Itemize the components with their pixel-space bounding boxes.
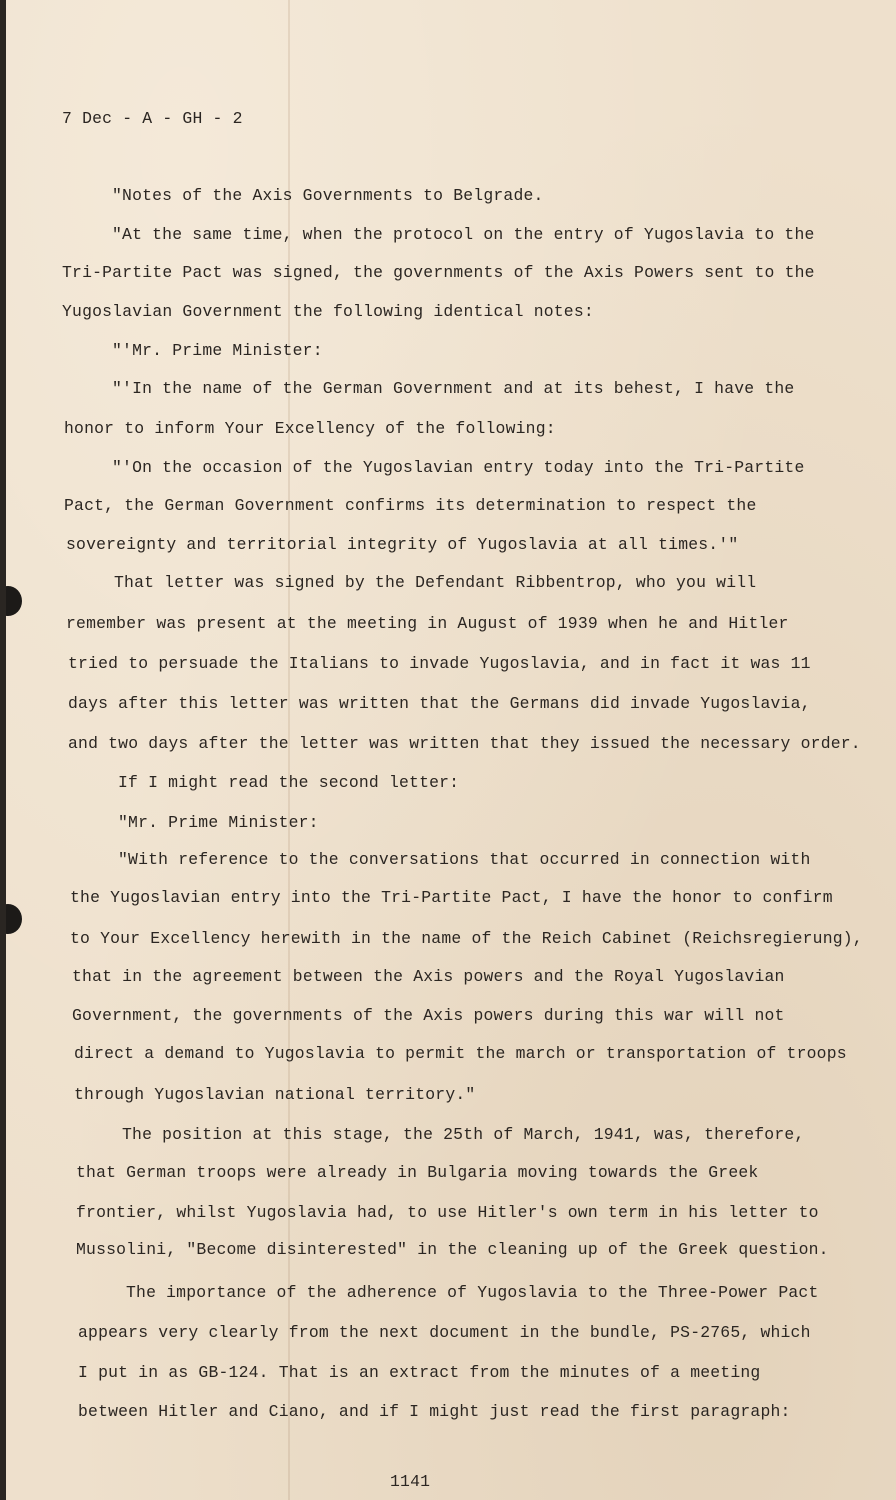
text-line: That letter was signed by the Defendant Ribbentrop, who you will — [114, 573, 757, 592]
document-page — [6, 0, 896, 1500]
text-line: to Your Excellency herewith in the name of the Reich Cabinet (Reichsregierung), — [70, 929, 863, 948]
text-line: "With reference to the conversations that occurred in connection with — [118, 850, 811, 869]
text-line: I put in as GB-124. That is an extract from the minutes of a meeting — [78, 1363, 761, 1382]
punch-hole — [6, 904, 22, 934]
text-line: the Yugoslavian entry into the Tri-Partite Pact, I have the honor to confirm — [70, 888, 833, 907]
text-line: "At the same time, when the protocol on the entry of Yugoslavia to the — [112, 225, 815, 244]
header-reference: 7 Dec - A - GH - 2 — [62, 109, 243, 128]
text-line: Yugoslavian Government the following identical notes: — [62, 302, 594, 321]
text-line: direct a demand to Yugoslavia to permit the march or transportation of troops — [74, 1044, 847, 1063]
text-line: Mussolini, "Become disinterested" in the cleaning up of the Greek question. — [76, 1240, 829, 1259]
text-line: sovereignty and territorial integrity of Yugoslavia at all times.'" — [66, 535, 739, 554]
text-line: between Hitler and Ciano, and if I might just read the first paragraph: — [78, 1402, 791, 1421]
text-line: that German troops were already in Bulgaria moving towards the Greek — [76, 1163, 759, 1182]
text-line: honor to inform Your Excellency of the following: — [64, 419, 556, 438]
text-line: Government, the governments of the Axis powers during this war will not — [72, 1006, 785, 1025]
text-line: Pact, the German Government confirms its determination to respect the — [64, 496, 757, 515]
text-line: "Mr. Prime Minister: — [118, 813, 319, 832]
text-line: The importance of the adherence of Yugoslavia to the Three-Power Pact — [126, 1283, 819, 1302]
text-line: days after this letter was written that the Germans did invade Yugoslavia, — [68, 694, 811, 713]
text-line: remember was present at the meeting in August of 1939 when he and Hitler — [66, 614, 789, 633]
text-line: that in the agreement between the Axis powers and the Royal Yugoslavian — [72, 967, 785, 986]
text-line: frontier, whilst Yugoslavia had, to use Hitler's own term in his letter to — [76, 1203, 819, 1222]
text-line: "'In the name of the German Government and at its behest, I have the — [112, 379, 795, 398]
text-line: The position at this stage, the 25th of March, 1941, was, therefore, — [122, 1125, 805, 1144]
text-line: If I might read the second letter: — [118, 773, 460, 792]
text-line: through Yugoslavian national territory." — [74, 1085, 476, 1104]
text-line: tried to persuade the Italians to invade Yugoslavia, and in fact it was 11 — [68, 654, 811, 673]
text-line: appears very clearly from the next document in the bundle, PS-2765, which — [78, 1323, 811, 1342]
text-line: and two days after the letter was written that they issued the necessary order. — [68, 734, 861, 753]
page-number: 1141 — [390, 1472, 431, 1491]
text-line: Tri-Partite Pact was signed, the governments of the Axis Powers sent to the — [62, 263, 815, 282]
text-line: "'On the occasion of the Yugoslavian entry today into the Tri-Partite — [112, 458, 805, 477]
punch-hole — [6, 586, 22, 616]
text-line: "Notes of the Axis Governments to Belgrade. — [112, 186, 544, 205]
text-line: "'Mr. Prime Minister: — [112, 341, 323, 360]
